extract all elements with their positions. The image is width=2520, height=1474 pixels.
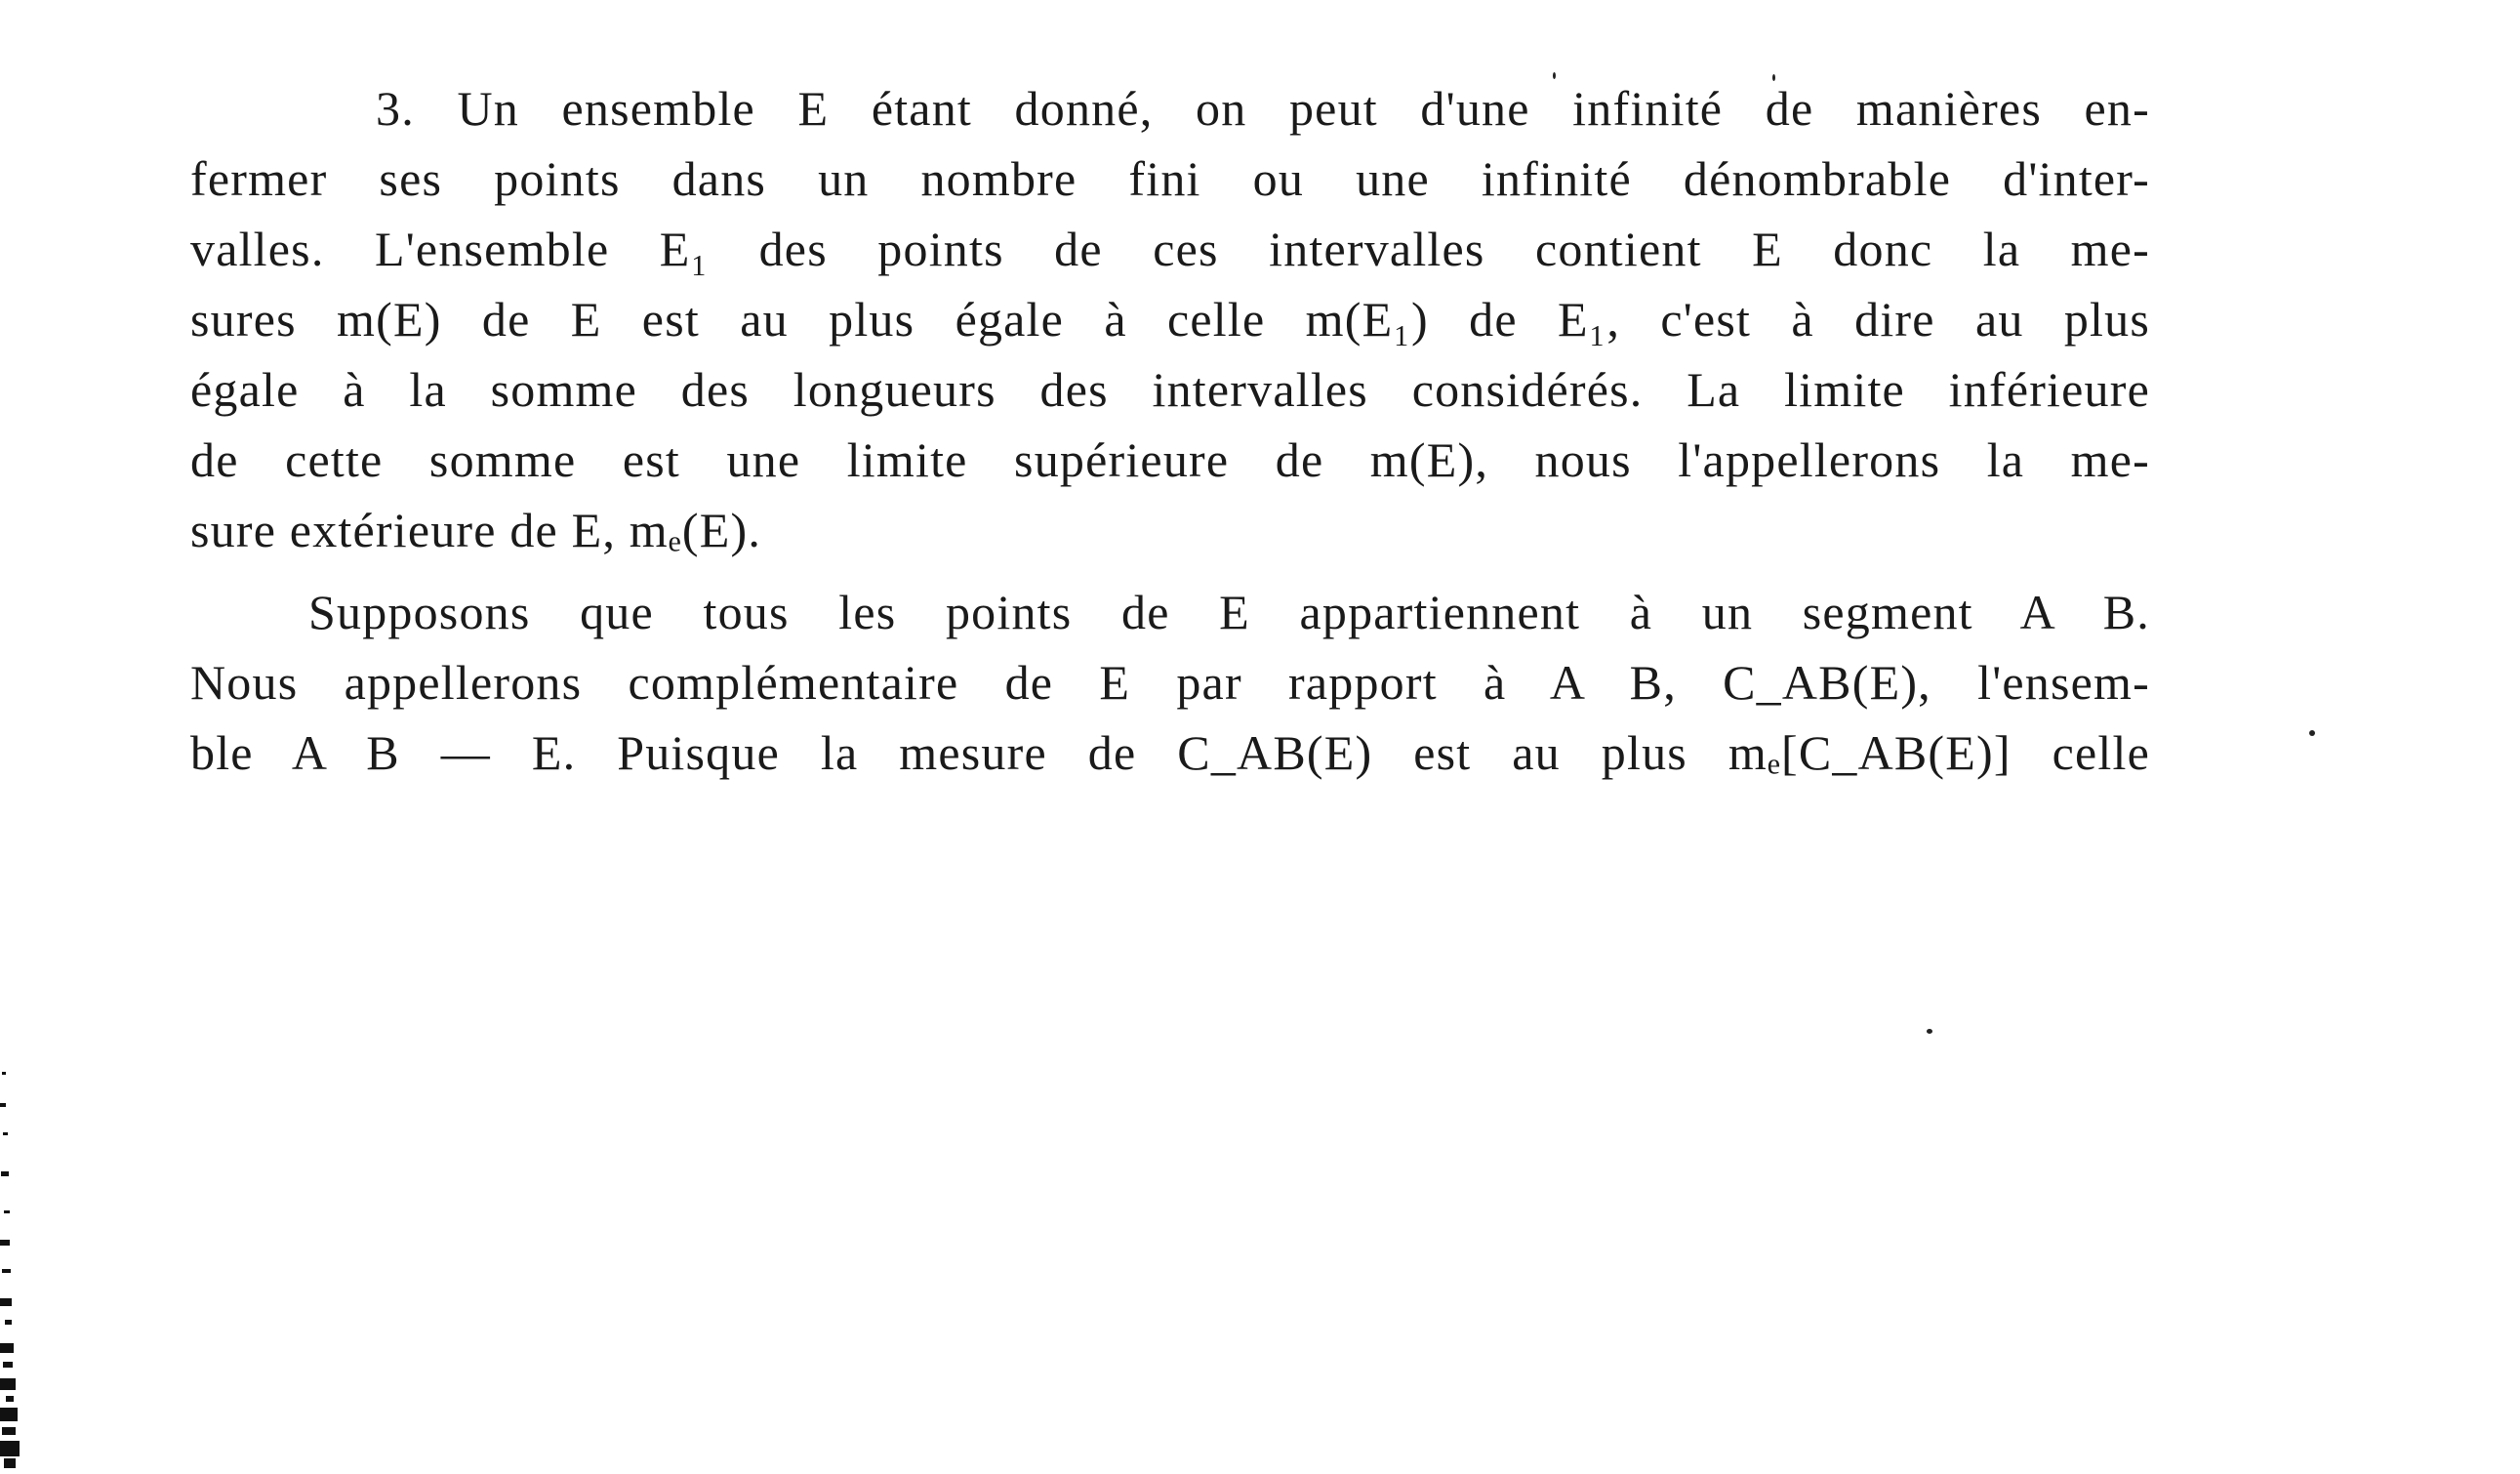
scan-speck <box>1553 72 1556 79</box>
scan-speck <box>1927 1029 1932 1034</box>
paragraph-2-line-2: Nous appellerons complémentaire de E par rapport à A B, C_AB(E), l'ensem- <box>190 655 2150 710</box>
scan-speck <box>1772 74 1775 81</box>
scan-edge-noise <box>0 1064 29 1474</box>
paragraph-2-line-1: Supposons que tous les points de E appartiennent à un segment A B. <box>308 585 2150 639</box>
paragraph-1-line-5: égale à la somme des longueurs des intervalles considérés. La limite inférieure <box>190 362 2150 417</box>
paragraph-1-line-2: fermer ses points dans un nombre fini ou une infinité dénombrable d'inter- <box>190 151 2150 206</box>
paragraph-1-line-1: 3. Un ensemble E étant donné, on peut d'une infinité de manières en- <box>376 81 2150 136</box>
paragraph-1-line-3: valles. L'ensemble E₁ des points de ces intervalles contient E donc la me- <box>190 222 2150 276</box>
paragraph-1-line-6: de cette somme est une limite supérieure de m(E), nous l'appellerons la me- <box>190 432 2150 487</box>
paragraph-1-line-7: sure extérieure de E, mₑ(E). <box>190 503 762 557</box>
scan-speck <box>2309 730 2315 736</box>
paragraph-2-line-3: ble A B — E. Puisque la mesure de C_AB(E) est au plus mₑ[C_AB(E)] celle <box>190 725 2150 780</box>
paragraph-1-line-4: sures m(E) de E est au plus égale à celle m(E₁) de E₁, c'est à dire au plus <box>190 292 2150 347</box>
